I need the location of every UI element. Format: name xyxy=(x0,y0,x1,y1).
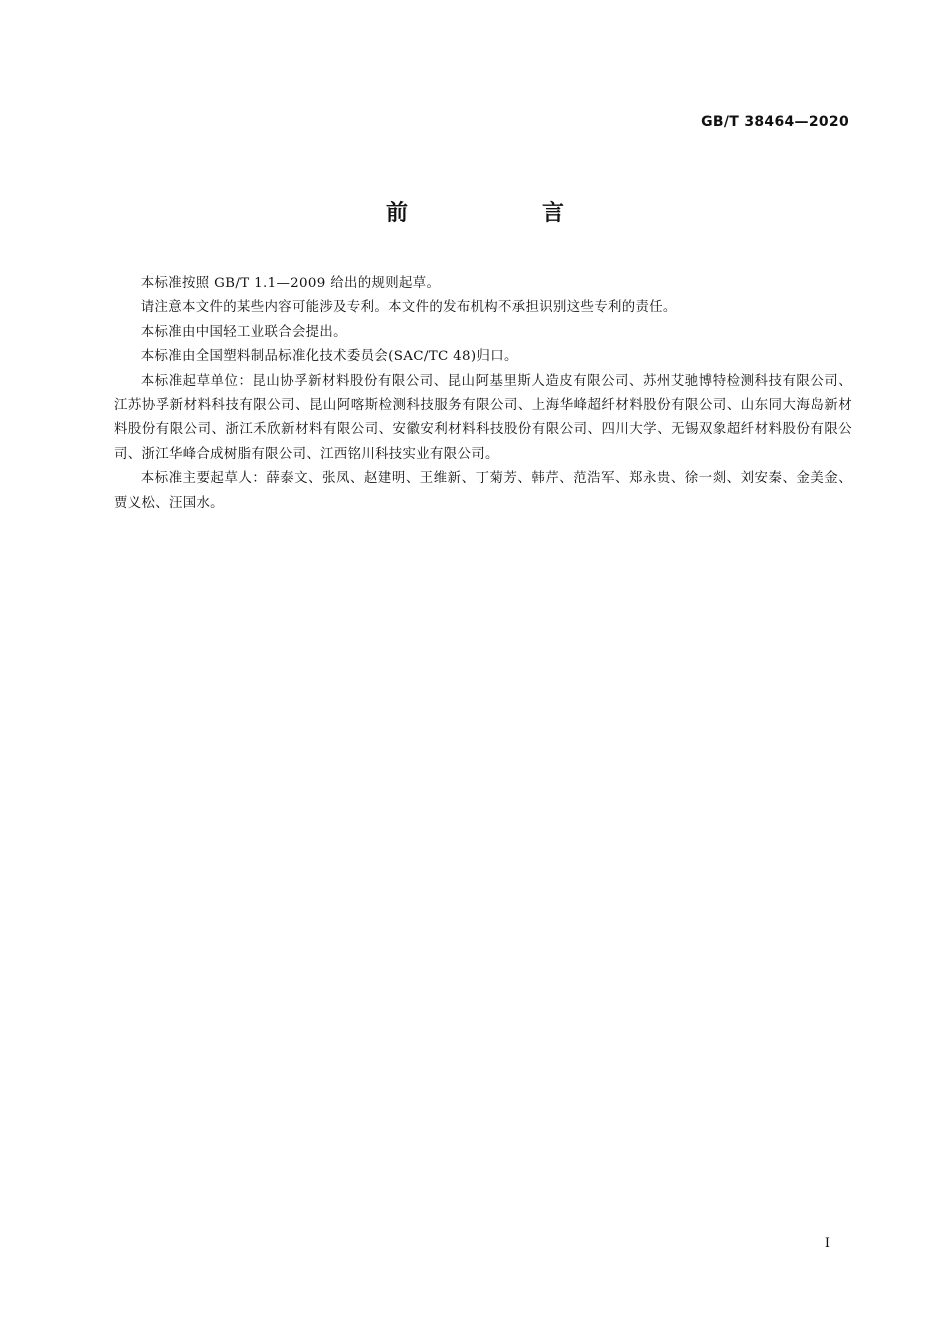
paragraph-drafting-rules: 本标准按照 GB/T 1.1—2009 给出的规则起草。 xyxy=(140,276,441,291)
standard-number: GB/T 38464—2020 xyxy=(701,114,849,130)
foreword-body xyxy=(114,272,852,516)
paragraph-proposer: 本标准由中国轻工业联合会提出。 xyxy=(140,324,347,340)
paragraph-main-drafters: 本标准主要起草人：薛泰文、张凤、赵建明、王维新、丁菊芳、韩芹、范浩军、郑永贵、徐一剡、刘安秦、金美金、贾义松、汪国水。 xyxy=(114,471,852,511)
page-number: I xyxy=(824,1236,830,1251)
paragraph-patent-notice: 请注意本文件的某些内容可能涉及专利。本文件的发布机构不承担识别这些专利的责任。 xyxy=(140,300,677,316)
foreword-title: 前 言 xyxy=(385,201,620,226)
paragraph-technical-committee: 本标准由全国塑料制品标准化技术委员会(SAC/TC 48)归口。 xyxy=(140,349,518,365)
paragraph-drafting-organizations: 本标准起草单位：昆山协孚新材料股份有限公司、昆山阿基里斯人造皮有限公司、苏州艾驰博特检测科技有限公司、江苏协孚新材料科技有限公司、昆山阿喀斯检测科技服务有限公司、上海华峰超纤材料股份有限公司、山东同大海岛新材料股份有限公司、浙江禾欣新材料有限公司、安徽安利材料科技股份有限公司、四川大学、无锡双象超纤材料股份有限公司、浙江华峰合成树脂有限公司、江西铭川科技实业有限公司。 xyxy=(114,373,852,462)
